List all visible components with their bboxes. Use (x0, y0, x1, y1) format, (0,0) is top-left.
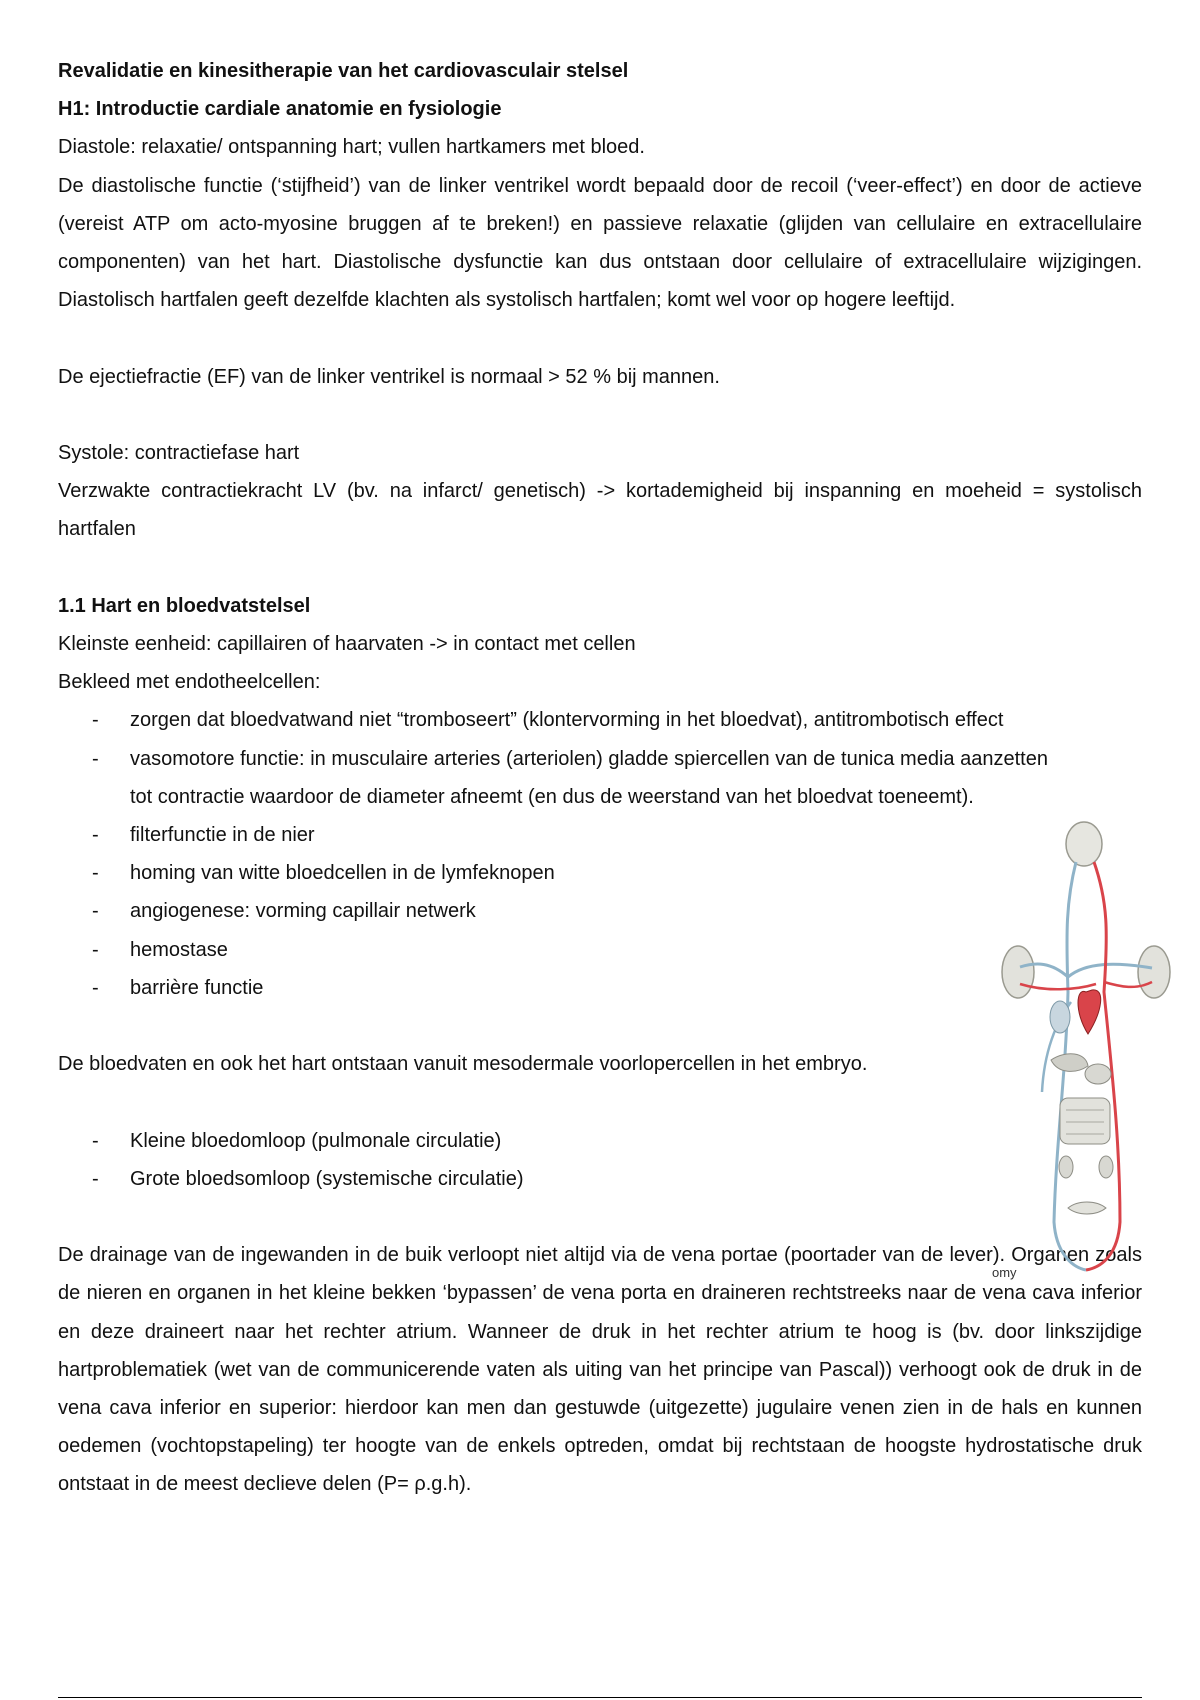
lung-organ (1050, 1001, 1070, 1033)
list-item: - homing van witte bloedcellen in de lymfeknopen (58, 854, 1142, 892)
list-item: - Kleine bloedomloop (pulmonale circulatie) (58, 1122, 1142, 1160)
circulation-list (58, 1122, 1142, 1198)
spacer (58, 1198, 1142, 1236)
diastole-line: Diastole: relaxatie/ ontspanning hart; vullen hartkamers met bloed. (58, 136, 645, 159)
intestine-organ (1060, 1098, 1110, 1144)
chapter-heading: H1: Introductie cardiale anatomie en fysiologie (58, 98, 502, 121)
list-item: - hemostase (58, 931, 1142, 969)
diastolic-paragraph: De diastolische functie (‘stijfheid’) van de linker ventrikel wordt bepaald door de recoil (‘veer-effect’) en door de actieve (vereist ATP om acto-myosine bruggen af te breken!) en passieve relaxatie (glijden van cellulaire en extracellulaire componenten) van het hart. Diastolische dysfunctie kan dus ontstaan door cellulaire of extracellulaire wijzigingen. Diastolisch hartfalen geeft dezelfde klachten als systolisch hartfalen; komt wel voor op hogere leeftijd. (58, 174, 1142, 312)
head-organ (1066, 822, 1102, 866)
right-arm-organ (1138, 946, 1170, 998)
list-item: - barrière functie (58, 969, 1142, 1007)
stomach-organ (1085, 1064, 1111, 1084)
pelvis-organ (1068, 1202, 1106, 1214)
liver-organ (1051, 1054, 1088, 1072)
list-item: - angiogenese: vorming capillair netwerk (58, 892, 1142, 930)
kidney-organ (1059, 1156, 1073, 1178)
spacer (58, 396, 1142, 434)
endothelium-list (58, 701, 1142, 1007)
spacer (58, 549, 1142, 587)
spacer (58, 1007, 1142, 1045)
list-item: - filterfunctie in de nier (58, 816, 1142, 854)
document-page (58, 52, 1142, 1504)
ef-line: De ejectiefractie (EF) van de linker ventrikel is normaal > 52 % bij mannen. (58, 365, 720, 388)
spacer (58, 1083, 1142, 1121)
systolic-paragraph: Verzwakte contractiekracht LV (bv. na infarct/ genetisch) -> kortademigheid bij inspanning en moeheid = systolisch hartfalen (58, 480, 1142, 541)
circulation-diagram (996, 812, 1176, 1282)
heart-organ (1078, 990, 1101, 1034)
left-arm-organ (1002, 946, 1034, 998)
systole-line: Systole: contractiefase hart (58, 442, 300, 464)
mesoderm-line: De bloedvaten en ook het hart ontstaan vanuit mesodermale voorlopercellen in het embryo. (58, 1053, 868, 1076)
endothelium-line: Bekleed met endotheelcellen: (58, 671, 321, 694)
kidney-organ (1099, 1156, 1113, 1178)
figure-label: omy (992, 1265, 1017, 1280)
list-item: - Grote bloedsomloop (systemische circulatie) (58, 1160, 1142, 1198)
list-item: - vasomotore functie: in musculaire arteries (arteriolen) gladde spiercellen van de tunica media aanzetten tot contractie waardoor de diameter afneemt (en dus de weerstand van het bloedvat toeneemt). (58, 740, 1048, 816)
smallest-unit-line: Kleinste eenheid: capillairen of haarvaten -> in contact met cellen (58, 633, 636, 655)
circulation-diagram-svg (996, 812, 1176, 1282)
section-heading: 1.1 Hart en bloedvatstelsel (58, 594, 311, 617)
drainage-paragraph: De drainage van de ingewanden in de buik verloopt niet altijd via de vena portae (poortader van de lever). Organen zoals de nieren en organen in het kleine bekken ‘bypassen’ de vena porta en draineren rechtstreeks naar de vena cava inferior en deze draineert naar het rechter atrium. Wanneer de druk in het rechter atrium te hoog is (bv. door linkszijdige hartproblematiek (wet van de communicerende vaten als uiting van het principe van Pascal)) verhoogt ook de druk in de vena cava inferior en superior: hierdoor kan men dan gestuwde (uitgezette) jugulaire venen zien in de hals en kunnen oedemen (vochtopstapeling) ter hoogte van de enkels optreden, omdat bij rechtstaan de hoogste hydrostatische druk ontstaat in de meest declieve delen (P= ρ.g.h). (58, 1244, 1142, 1496)
spacer (58, 319, 1142, 357)
list-item: - zorgen dat bloedvatwand niet “tromboseert” (klontervorming in het bloedvat), antitrombotisch effect (58, 701, 1142, 739)
document-title: Revalidatie en kinesitherapie van het cardiovasculair stelsel (58, 60, 629, 82)
footer-rule (58, 1697, 1142, 1698)
